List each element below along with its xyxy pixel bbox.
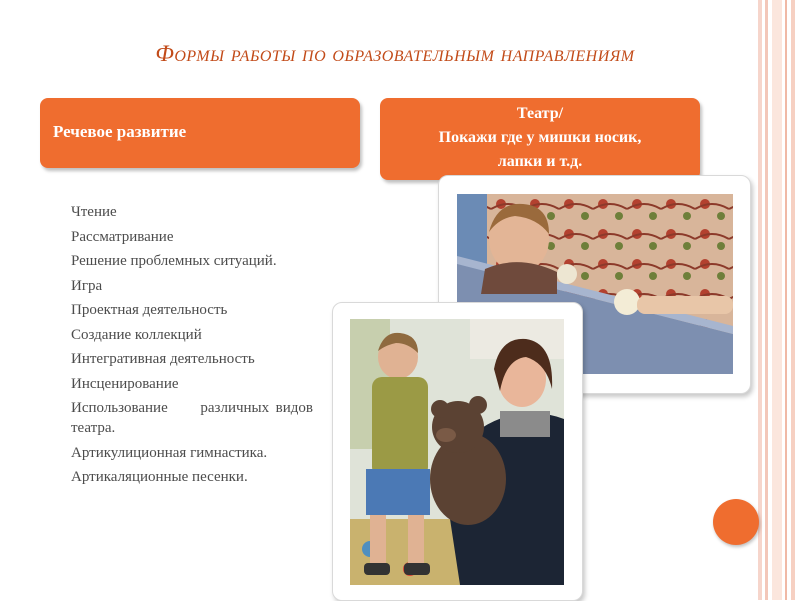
speech-development-label: Речевое развитие [53,122,187,141]
list-item: Игра [71,277,103,294]
work-forms-list [48,202,317,492]
list-item: Чтение [71,204,117,220]
theatre-tab-line3: лапки и т.д. [497,153,583,170]
slide-title: Формы работы по образовательным направлениям [155,41,635,66]
list-item: Интегративная деятельность [71,351,255,367]
list-item: Использование различных видов театра. [71,400,317,436]
list-item: Решение проблемных ситуаций. [71,253,277,269]
list-item: Рассматривание [71,228,174,245]
theatre-tab-line2: Покажи где у мишки носик, [438,129,642,146]
list-item: Инсценирование [71,375,179,392]
list-item: Артикулиционная гимнастика. [71,444,268,461]
theatre-tab [380,98,700,180]
boy-teddy-bear-photo [350,319,564,585]
list-item: Создание коллекций [71,326,202,343]
list-item: Артикаляционные песенки. [71,469,248,485]
theatre-tab-line1: Театр/ [516,105,564,122]
decorative-stripes [758,0,800,600]
list-item: Проектная деятельность [71,302,228,318]
decorative-circle [713,499,759,545]
bottom-photo-frame [332,302,583,601]
speech-development-tab [40,98,360,168]
